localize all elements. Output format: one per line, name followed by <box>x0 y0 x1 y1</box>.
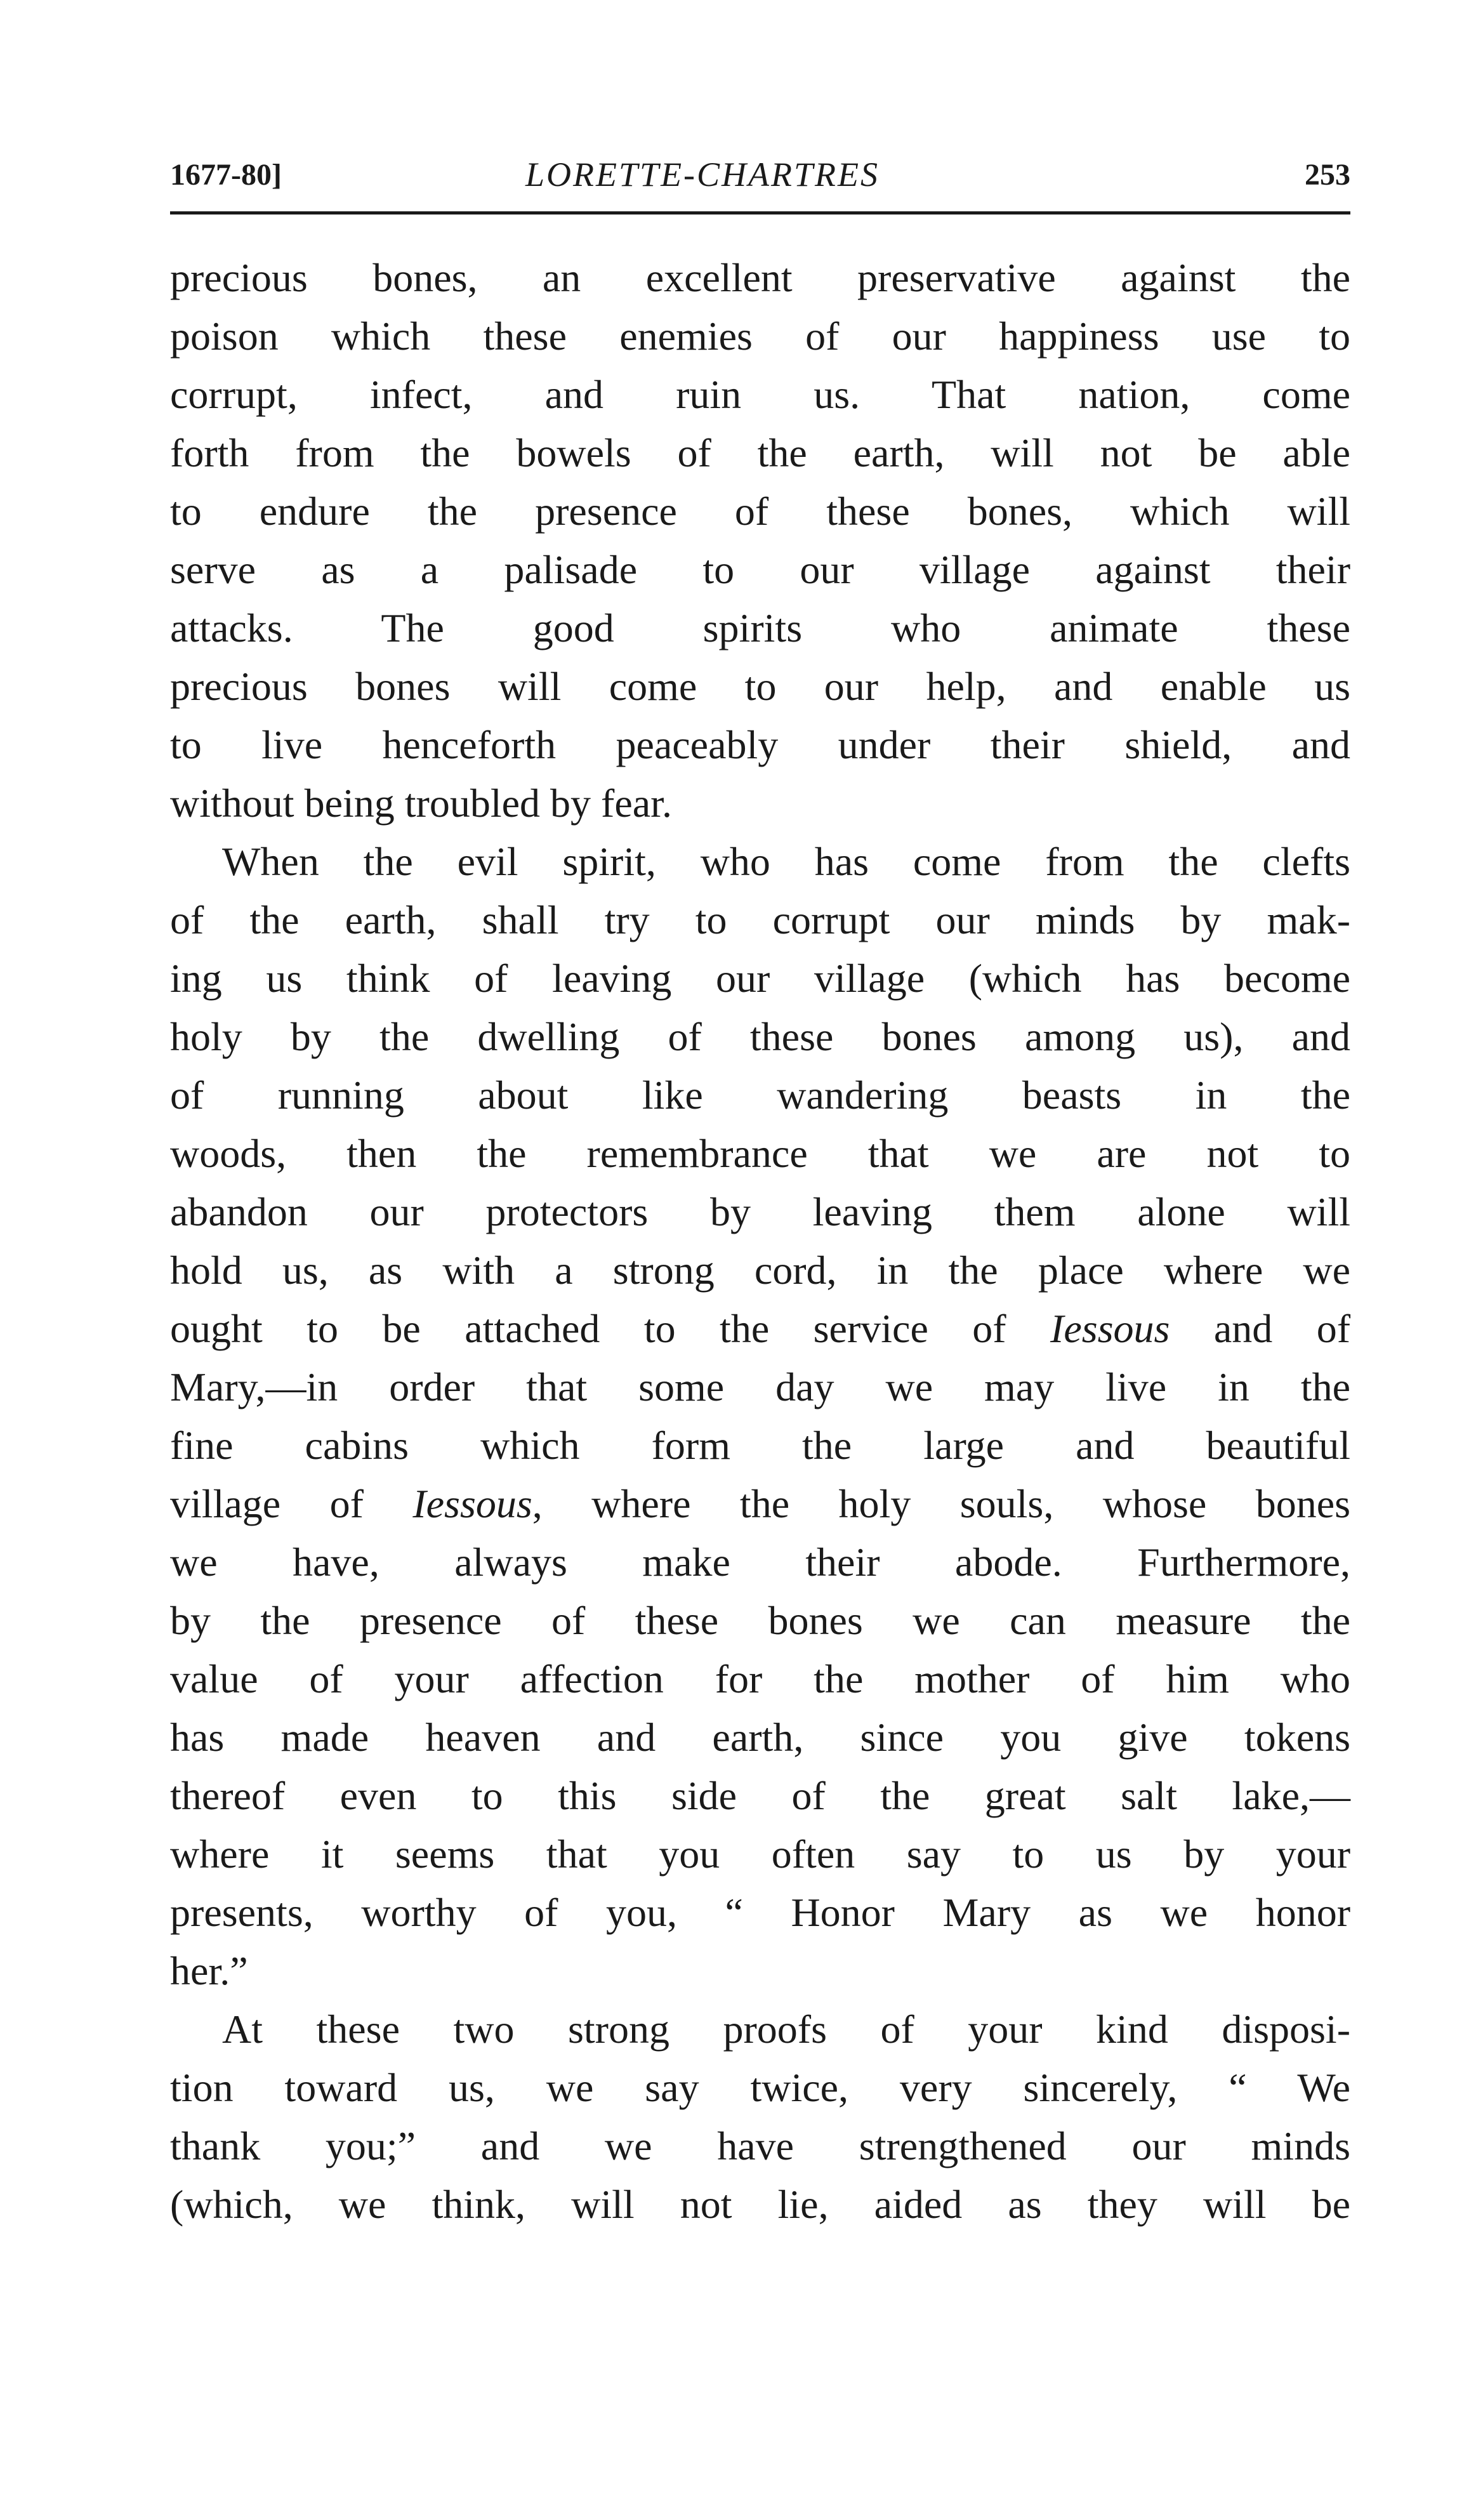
paragraph-3 <box>170 2000 1350 2234</box>
text-line: to endure the presence of these bones, which will <box>170 489 1350 534</box>
body-text <box>170 249 1350 2234</box>
text-line: to live henceforth peaceably under their shield, and <box>170 722 1350 767</box>
text-line: Mary,—in order that some day we may live in the <box>170 1364 1350 1409</box>
text-line: of running about like wandering beasts in the <box>170 1072 1350 1118</box>
text-line: serve as a palisade to our village against their <box>170 547 1350 592</box>
text-line: ing us think of leaving our village (which has become <box>170 956 1350 1001</box>
text-line: her.” <box>170 1948 248 1993</box>
paragraph-2 <box>170 833 1350 2000</box>
text-line: presents, worthy of you, “ Honor Mary as we honor <box>170 1890 1350 1935</box>
text-line: has made heaven and earth, since you give tokens <box>170 1715 1350 1760</box>
page-number: 253 <box>1305 158 1350 192</box>
text-line: by the presence of these bones we can measure the <box>170 1598 1350 1643</box>
italic-name: Iessous <box>1050 1306 1170 1351</box>
text-line: (which, we think, will not lie, aided as they will be <box>170 2182 1350 2227</box>
text-line: poison which these enemies of our happiness use to <box>170 313 1350 359</box>
text-line: woods, then the remembrance that we are not to <box>170 1131 1350 1176</box>
text-line: corrupt, infect, and ruin us. That nation, come <box>170 372 1350 417</box>
text-line: ought to be attached to the service of Iessous and of <box>170 1306 1351 1351</box>
text-line: village of Iessous, where the holy souls, whose bones <box>170 1481 1351 1526</box>
running-header <box>170 151 1350 202</box>
text-line: thereof even to this side of the great salt lake,— <box>170 1773 1350 1818</box>
text-line: tion toward us, we say twice, very sincerely, “ We <box>170 2065 1350 2110</box>
text-line: When the evil spirit, who has come from the clefts <box>222 839 1350 884</box>
paragraph-1 <box>170 249 1350 833</box>
text-line: fine cabins which form the large and beautiful <box>170 1423 1350 1468</box>
header-title: LORETTE-CHARTRES <box>525 155 880 194</box>
text-line: without being troubled by fear. <box>170 781 672 826</box>
text-line: At these two strong proofs of your kind disposi- <box>222 2007 1350 2052</box>
text-line: where it seems that you often say to us by your <box>170 1831 1350 1877</box>
italic-name: Iessous <box>412 1481 532 1526</box>
header-rule <box>170 211 1350 214</box>
text-line: thank you;” and we have strengthened our minds <box>170 2123 1350 2168</box>
text-line: attacks. The good spirits who animate these <box>170 605 1350 650</box>
text-line: of the earth, shall try to corrupt our minds by mak- <box>170 897 1350 942</box>
text-line: holy by the dwelling of these bones among us), and <box>170 1014 1350 1059</box>
text-line: precious bones, an excellent preservative against the <box>170 255 1350 300</box>
text-line: forth from the bowels of the earth, will not be able <box>170 430 1350 475</box>
text-line: we have, always make their abode. Furthermore, <box>170 1540 1350 1585</box>
text-line: value of your affection for the mother of him who <box>170 1656 1350 1701</box>
text-line: precious bones will come to our help, and enable us <box>170 664 1350 709</box>
text-line: hold us, as with a strong cord, in the place where we <box>170 1248 1350 1293</box>
header-date-range: 1677-80] <box>170 158 282 192</box>
text-line: abandon our protectors by leaving them alone will <box>170 1189 1350 1234</box>
